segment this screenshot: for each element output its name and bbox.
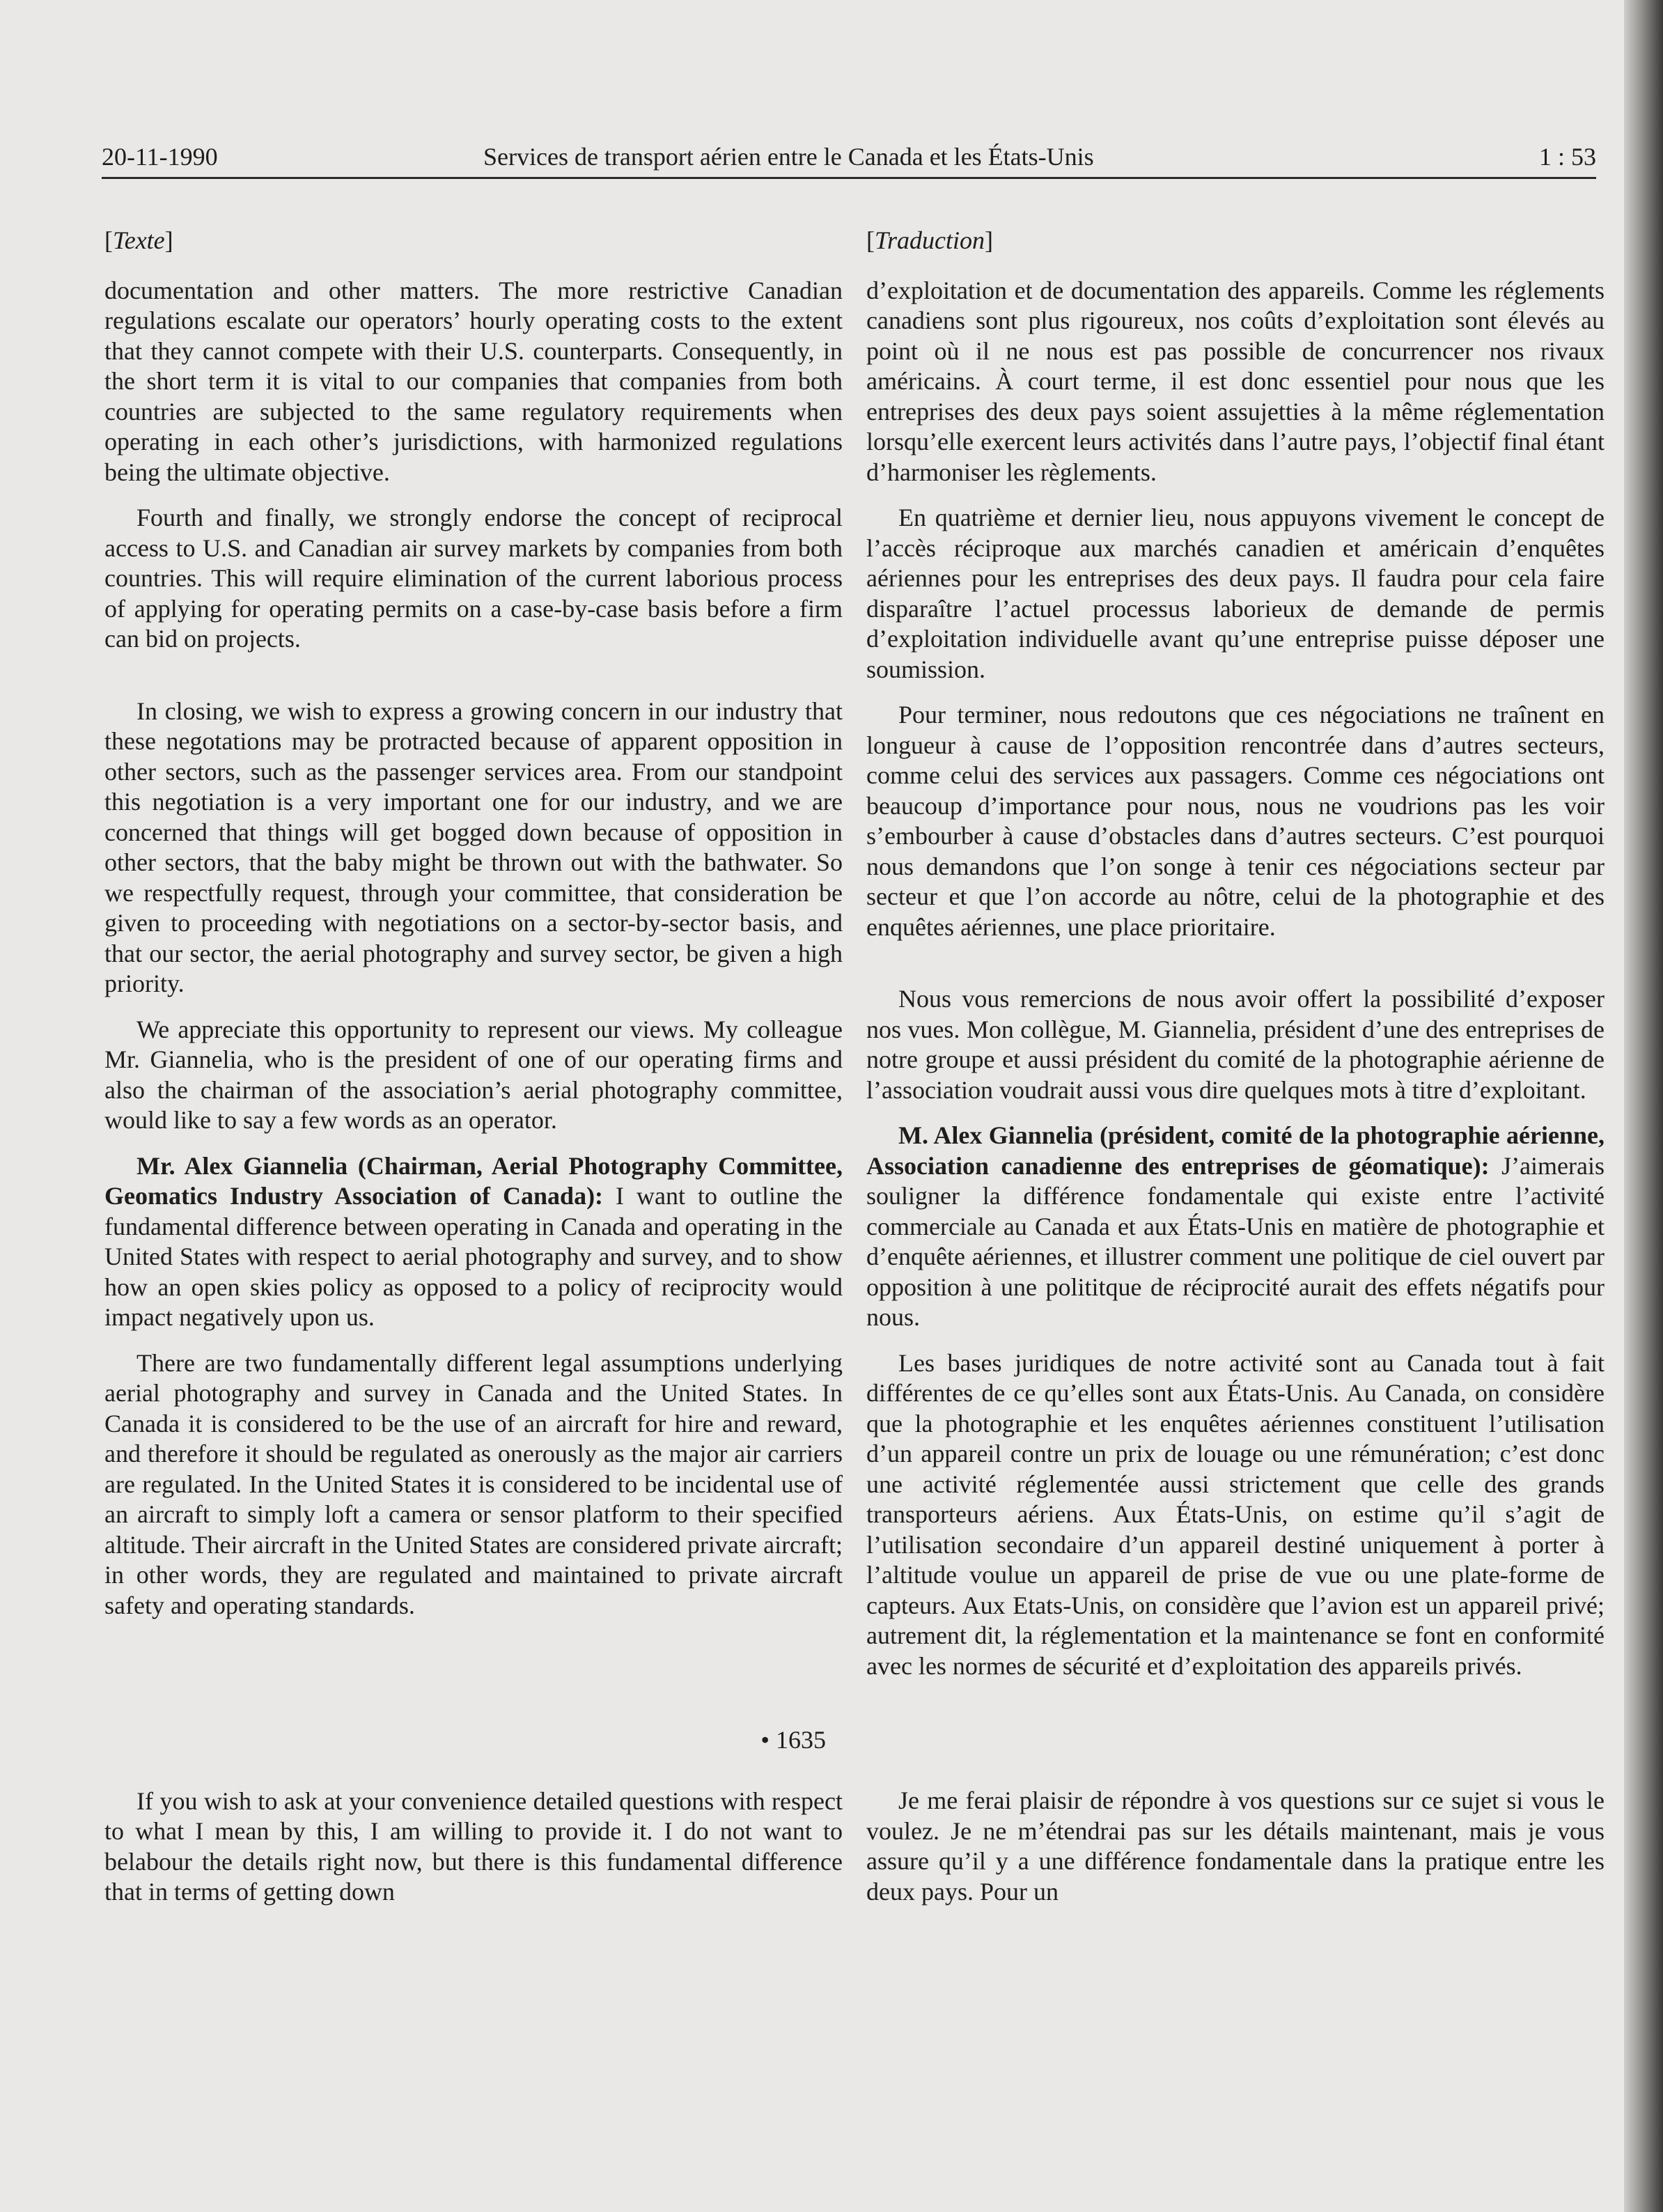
binding-edge [1624,0,1663,2212]
speaker-text: I want to outline the fundamental difference between operating in Canada and operating in the United States with respect to aerial photography and survey, and to show how an open skies policy as opposed to a policy of reciprocity would impact negatively upon us. [104,1182,843,1331]
paragraph: Pour terminer, nous redoutons que ces négociations ne traînent en longueur à cause de l’opposition rencontrée dans d’autres secteurs, comme celui des services aux passagers. Comme ces négociations ont beaucoup d’importance pour nous, nous ne voudrions pas les voir s’embourber à cause d’obstacles dans d’autres secteurs. C’est pourquoi nous demandons que l’on songe à tenir ces négociations secteur par secteur et que l’on accorde au nôtre, celui de la photographie et des enquêtes aériennes, une place prioritaire. [866,701,1605,941]
paragraph: d’exploitation et de documentation des appareils. Comme les réglements canadiens sont plus rigoureux, nos coûts d’exploitation sont élevés au point où il ne nous est pas possible de concurrencer nos rivaux américains. À court terme, il est donc essentiel pour nous que les entreprises des deux pays soient assujetties à la même réglementation lorsqu’elle exercent leurs activités dans l’autre pays, l’objectif final étant d’harmoniser les règlements. [866,276,1605,486]
header-rule [102,177,1596,179]
speaker-paragraph [104,1151,843,1333]
paragraph: Les bases juridiques de notre activité sont au Canada tout à fait différentes de ce qu’elles sont aux États-Unis. Au Canada, on considère que la photographie et les enquêtes aériennes constituent l’utilisation d’un appareil contre un prix de louage ou une rémunération; c’est donc une activité réglementée aussi strictement que celle des grands transporteurs aériens. Aux États-Unis, on estime qu’il s’agit de l’utilisation secondaire d’un appareil destiné uniquement à porter à l’altitude voulue un appareil de prise de vue ou une plate-forme de capteurs. Aux Etats-Unis, on considère que l’avion est un appareil privé; autrement dit, la réglementation et la maintenance se font en conformité avec les normes de sécurité et d’exploitation des appareils privés. [866,1348,1605,1680]
text-tag-label: Texte [113,226,165,254]
french-column [866,226,1605,1922]
speaker-text: J’aimerais souligner la différence fondamentale qui existe entre l’activité commerciale au Canada et aux États-Unis en matière de photographie et d’enquête aériennes, et illustrer comment une politique de ciel ouvert par opposition à une polititque de réciprocité aurait des effets négatifs pour nous. [866,1151,1605,1331]
header-date: 20-11-1990 [102,143,218,171]
paragraph: If you wish to ask at your convenience detailed questions with respect to what I mean by this, I am willing to provide it. I do not want to belabour the details right now, but there is this fundamental difference that in terms of getting down [104,1786,843,1906]
header-title: Services de transport aérien entre le Canada et les États-Unis [483,143,1094,171]
page-header [102,137,1596,176]
paragraph: documentation and other matters. The more restrictive Canadian regulations escalate our operators’ hourly operating costs to the extent that they cannot compete with their U.S. counterparts. Consequently, in the short term it is vital to our companies that companies from both countries are subjected to the same regulatory requirements when operating in each other’s jurisdictions, with harmonized regulations being the ultimate objective. [104,276,843,486]
paragraph: In closing, we wish to express a growing concern in our industry that these negotations may be protracted because of apparent opposition in other sectors, such as the passenger services area. From our standpoint this negotiation is a very important one for our industry, and we are concerned that things will get bogged down because of opposition in other sectors, that the baby might be thrown out with the bathwater. So we respectfully request, through your committee, that consideration be given to proceeding with negotiations on a sector-by-sector basis, and that our sector, the aerial photography and survey sector, be given a high priority. [104,696,843,997]
header-page-number: 1 : 53 [1538,143,1596,171]
speaker-name: M. Alex Giannelia (président, comité de la photographie aérienne, Association canadienne des entreprises de géomatique): [866,1121,1605,1180]
translation-tag-label: Traduction [875,226,985,254]
paragraph: Je me ferai plaisir de répondre à vos questions sur ce sujet si vous le voulez. Je ne m’étendrai pas sur les détails maintenant, mais je vous assure qu’il y a une différence fondamentale dans la pratique entre les deux pays. Pour un [866,1786,1605,1906]
paragraph: There are two fundamentally different legal assumptions underlying aerial photography and survey in Canada and the United States. In Canada it is considered to be the use of an aircraft for hire and reward, and therefore it should be regulated as onerously as the major air carriers are regulated. In the United States it is considered to be incidental use of an aircraft to simply loft a camera or sensor platform to their specified altitude. Their aircraft in the United States are considered private aircraft; in other words, they are regulated and maintained to private aircraft safety and operating standards. [104,1348,843,1619]
speaker-paragraph [866,1121,1605,1333]
paragraph: Nous vous remercions de nous avoir offert la possibilité d’exposer nos vues. Mon collègue, M. Giannelia, président d’une des entreprises de notre groupe et aussi président du comité de la photographie aérienne de l’association voudrait aussi vous dire quelques mots à titre d’exploitant. [866,985,1605,1104]
paragraph: En quatrième et dernier lieu, nous appuyons vivement le concept de l’accès réciproque aux marchés canadien et américain d’enquêtes aériennes pour les entreprises des deux pays. Il faudra pour cela faire disparaître l’actuel processus laborieux de demande de permis d’exploitation individuelle avant qu’une entreprise puisse déposer une soumission. [866,504,1605,683]
paragraph: Fourth and finally, we strongly endorse the concept of reciprocal access to U.S. and Canadian air survey markets by companies from both countries. This will require elimination of the current laborious process of applying for operating permits on a case-by-case basis before a firm can bid on projects. [104,504,843,653]
text-tag: [Texte] [104,226,173,254]
english-column [104,226,843,1923]
paragraph: We appreciate this opportunity to represent our views. My colleague Mr. Giannelia, who is the president of one of our operating firms and also the chairman of the association’s aerial photography committee, would like to say a few words as an operator. [104,1015,843,1134]
speaker-name: Mr. Alex Giannelia (Chairman, Aerial Photography Committee, Geomatics Industry Association of Canada): [104,1151,843,1210]
time-marker: • 1635 [760,1726,826,1754]
translation-tag: [Traduction] [866,226,994,254]
